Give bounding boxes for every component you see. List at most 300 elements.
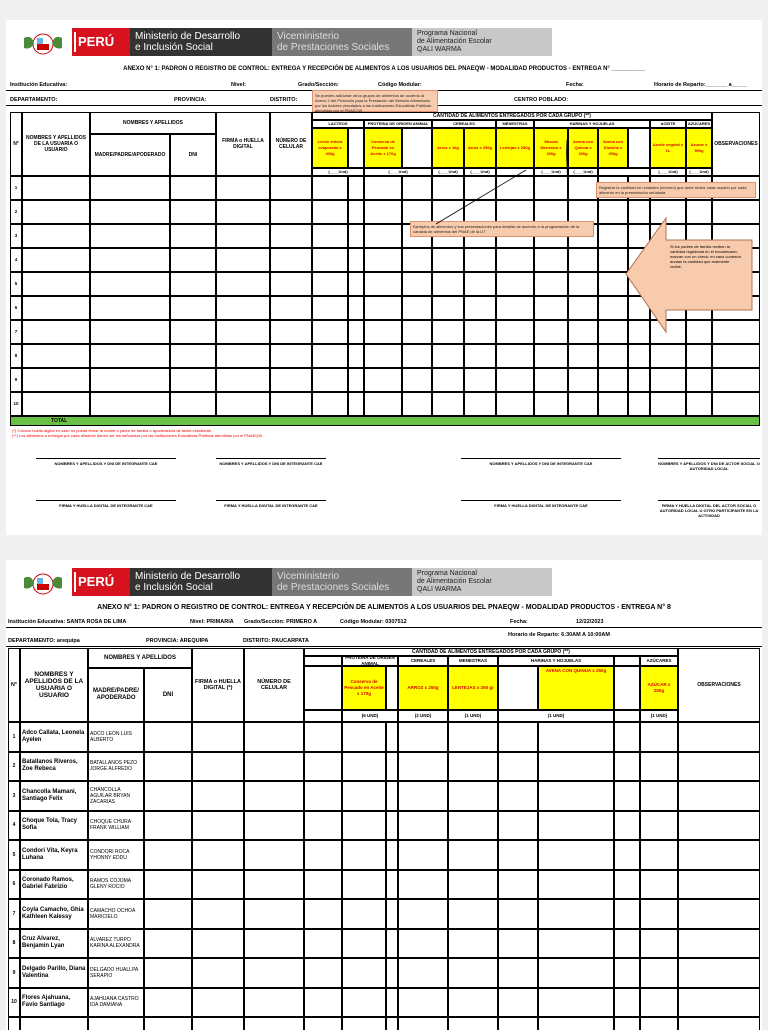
empty-cell — [498, 752, 538, 782]
empty-cell — [342, 722, 386, 752]
empty-cell — [398, 870, 448, 900]
empty-cell — [568, 248, 598, 272]
empty-cell — [348, 344, 364, 368]
units-proteina: (6 UND) — [342, 710, 398, 722]
empty-cell — [244, 929, 304, 959]
group-harinas-2: HARINAS Y HOJUELAS — [498, 656, 614, 666]
units-azucares: (1 UND) — [640, 710, 678, 722]
empty-cell — [640, 988, 678, 1018]
peru-coat-of-arms-icon — [20, 30, 66, 56]
empty-cell — [386, 811, 398, 841]
empty-cell — [364, 392, 402, 416]
row-number: 9 — [8, 958, 20, 988]
parent-name: CHANCOLLA AGUILAR BRYAN ZACARIAS — [88, 781, 144, 811]
empty-cell — [244, 840, 304, 870]
product-avena-kiwicha: Avena con Kiwicha x 250g — [598, 128, 628, 168]
empty-cell — [304, 958, 342, 988]
empty-cell — [144, 958, 192, 988]
empty-cell — [386, 899, 398, 929]
empty-cell — [448, 988, 498, 1018]
col-header-celular: NÚMERO DE CELULAR — [270, 112, 312, 176]
empty-cell — [686, 368, 712, 392]
field-provincia: PROVINCIA: — [174, 97, 207, 103]
empty-cell — [22, 224, 90, 248]
empty-cell — [496, 296, 534, 320]
empty-cell — [364, 272, 402, 296]
empty-cell — [640, 722, 678, 752]
empty-cell — [192, 929, 244, 959]
row-number: 9 — [10, 368, 22, 392]
empty-cell — [270, 392, 312, 416]
field-nivel-2: Nivel: PRIMARIA — [190, 619, 234, 625]
empty-cell — [712, 344, 760, 368]
empty-cell — [364, 296, 402, 320]
program-brand: Programa Nacional de Alimentación Escolar QALI WARMA — [412, 28, 552, 56]
note-arrow: Si los padres de familia reciben la cantidad registrada en el encabezado, marcan con un check; en caso contrario anotan la cantidad que realmente recibe. — [670, 244, 741, 269]
empty-cell — [342, 899, 386, 929]
empty-cell — [304, 840, 342, 870]
empty-cell — [216, 224, 270, 248]
col-header-dni: DNI — [170, 134, 216, 176]
empty-cell — [386, 958, 398, 988]
row-number: 8 — [8, 929, 20, 959]
empty-cell — [678, 811, 760, 841]
empty-cell — [538, 899, 614, 929]
empty-cell — [170, 392, 216, 416]
product-avena-quinua: Avena con Quinua x 250g — [568, 128, 598, 168]
product-azucar-2: AZÚCAR x 250g — [640, 666, 678, 710]
empty-cell — [312, 248, 348, 272]
empty-cell — [402, 248, 432, 272]
empty-cell — [678, 958, 760, 988]
row-number: 7 — [10, 320, 22, 344]
empty-cell — [464, 392, 496, 416]
empty-cell — [216, 368, 270, 392]
und-azucar: (____Und) — [686, 168, 712, 176]
empty-cell — [448, 781, 498, 811]
empty-cell — [170, 248, 216, 272]
empty-cell — [342, 958, 386, 988]
empty-cell — [614, 988, 640, 1018]
empty-cell — [244, 899, 304, 929]
empty-cell — [398, 722, 448, 752]
empty-cell — [640, 899, 678, 929]
header-logos-2 — [16, 568, 556, 598]
und-aceite: (____Und) — [650, 168, 686, 176]
field-nivel: Nivel: — [231, 82, 246, 88]
empty-cell — [568, 344, 598, 368]
empty-cell — [144, 870, 192, 900]
empty-cell — [244, 811, 304, 841]
empty-cell — [342, 811, 386, 841]
empty-cell — [398, 840, 448, 870]
total-row: TOTAL — [10, 416, 760, 426]
empty-cell — [448, 870, 498, 900]
empty-cell — [678, 988, 760, 1018]
empty-cell — [402, 320, 432, 344]
empty-cell — [568, 272, 598, 296]
empty-cell — [640, 811, 678, 841]
empty-cell — [686, 344, 712, 368]
empty-cell — [432, 272, 464, 296]
col-header-observaciones-2: OBSERVACIONES — [678, 648, 760, 722]
empty-cell — [386, 781, 398, 811]
empty-cell — [398, 929, 448, 959]
empty-cell — [598, 368, 628, 392]
group-menestras: MENESTRAS — [496, 120, 534, 128]
empty-cell — [640, 752, 678, 782]
empty-cell — [270, 320, 312, 344]
student-name: Adco Callata, Leonela Ayelen — [20, 722, 88, 752]
field-provincia-2: PROVINCIA: AREQUIPA — [146, 638, 209, 644]
empty-cell — [464, 272, 496, 296]
viceministry-brand: Viceministerio de Prestaciones Sociales — [272, 28, 412, 56]
field-fecha-2: 12/22/2023 — [576, 619, 604, 625]
empty-cell — [348, 248, 364, 272]
field-distrito: DISTRITO: — [270, 97, 298, 103]
empty-cell — [216, 296, 270, 320]
empty-cell — [628, 344, 650, 368]
parent-name: CONDORI ROCA YHONNY EDDU — [88, 840, 144, 870]
empty-cell — [364, 320, 402, 344]
empty-cell — [538, 988, 614, 1018]
empty-cell — [270, 344, 312, 368]
row-number: 5 — [8, 840, 20, 870]
empty-cell — [192, 752, 244, 782]
empty-cell — [192, 958, 244, 988]
empty-cell — [402, 368, 432, 392]
product-arroz-1kg: Arroz x 1kg — [432, 128, 464, 168]
parent-name: CHOQUE CHURA FRANK WILLIAM — [88, 811, 144, 841]
empty-cell — [22, 296, 90, 320]
parent-name: RAMOS COJOMA GLENY ROCIO — [88, 870, 144, 900]
empty-cell — [678, 781, 760, 811]
empty-cell — [448, 958, 498, 988]
row-number: 8 — [10, 344, 22, 368]
empty-cell — [448, 722, 498, 752]
product-conserva-2: Conserva de Pescado en Aceite x 170g — [342, 666, 386, 710]
empty-cell — [270, 176, 312, 200]
empty-cell — [90, 224, 170, 248]
empty-cell — [144, 840, 192, 870]
empty-cell — [398, 811, 448, 841]
field-institucion-2: Institución Educativa: SANTA ROSA DE LIMA — [8, 619, 127, 625]
col-header-nombres-group-2: NOMBRES Y APELLIDOS — [88, 648, 192, 668]
empty-cell — [22, 272, 90, 296]
ministry-brand: Ministerio de Desarrollo e Inclusión Social — [130, 568, 272, 596]
empty-cell — [144, 929, 192, 959]
empty-cell — [614, 870, 640, 900]
col-header-firma-2: FIRMA o HUELLA DIGITAL (*) — [192, 648, 244, 722]
empty-cell — [650, 344, 686, 368]
empty-cell — [448, 811, 498, 841]
empty-cell — [348, 296, 364, 320]
group-harinas: HARINAS Y HOJUELAS — [534, 120, 650, 128]
empty-cell — [192, 811, 244, 841]
empty-cell — [216, 392, 270, 416]
empty-cell — [270, 248, 312, 272]
units-harinas: (1 UND) — [498, 710, 614, 722]
parent-name: ADCO LEON LUIS ALBERTO — [88, 722, 144, 752]
peru-brand: PERÚ — [72, 568, 130, 596]
empty-cell — [270, 224, 312, 248]
program-brand: Programa Nacional de Alimentación Escolar QALI WARMA — [412, 568, 552, 596]
sig-label-3: NOMBRES Y APELLIDOS Y DNI DE INTEGRANTE CAE — [489, 461, 593, 466]
empty-cell — [498, 870, 538, 900]
product-arroz-250: Arroz x 250g — [464, 128, 496, 168]
big-arrow-icon — [624, 214, 758, 334]
empty-cell — [90, 368, 170, 392]
student-name: Batallanos Riveros, Zoe Rebeca — [20, 752, 88, 782]
product-conserva: Conserva de Pescado en Aceite x 170g — [364, 128, 402, 168]
field-horario-2: Horario de Reparto: 6:30AM A 10:00AM — [508, 632, 610, 638]
empty-cell — [22, 344, 90, 368]
fir-label-2: FIRMA Y HUELLA DIGITAL DE INTEGRANTE CAE — [224, 503, 318, 508]
und-arroz-250: (____Und) — [464, 168, 496, 176]
group-azucares: AZÚCARES — [687, 121, 711, 126]
sig-label-2: NOMBRES Y APELLIDOS Y DNI DE INTEGRANTE CAE — [219, 461, 323, 466]
fir-label-3: FIRMA Y HUELLA DIGITAL DE INTEGRANTE CAE — [494, 503, 588, 508]
empty-cell — [398, 781, 448, 811]
empty-cell — [364, 344, 402, 368]
empty-cell — [170, 200, 216, 224]
empty-cell — [342, 781, 386, 811]
row-number: 3 — [10, 224, 22, 248]
empty-cell — [216, 272, 270, 296]
empty-cell — [304, 811, 342, 841]
empty-cell — [90, 392, 170, 416]
field-horario: Horario de Reparto:_______ a_____ — [654, 82, 747, 88]
empty-cell — [448, 899, 498, 929]
empty-cell — [496, 344, 534, 368]
empty-cell — [568, 368, 598, 392]
field-centro-poblado: CENTRO POBLADO: — [514, 97, 569, 103]
sig-label-1: NOMBRES Y APELLIDOS Y DNI DE INTEGRANTE CAE — [54, 461, 158, 466]
empty-cell — [464, 248, 496, 272]
empty-cell — [244, 870, 304, 900]
empty-cell — [192, 899, 244, 929]
empty-cell — [640, 870, 678, 900]
field-codigo-2: Código Modular: 0307512 — [340, 619, 407, 625]
und-lacteos: (____Und) — [312, 168, 364, 176]
empty-cell — [496, 392, 534, 416]
empty-cell — [534, 176, 568, 200]
empty-cell — [192, 988, 244, 1018]
empty-cell — [348, 320, 364, 344]
empty-cell — [90, 272, 170, 296]
empty-cell — [432, 344, 464, 368]
empty-cell — [534, 272, 568, 296]
empty-cell — [348, 272, 364, 296]
empty-cell — [614, 722, 640, 752]
empty-cell — [144, 781, 192, 811]
row-number: 2 — [8, 752, 20, 782]
peru-brand: PERÚ — [72, 28, 130, 56]
empty-cell — [650, 368, 686, 392]
empty-cell — [216, 176, 270, 200]
empty-cell — [678, 929, 760, 959]
empty-cell — [614, 752, 640, 782]
empty-cell — [686, 392, 712, 416]
empty-cell — [144, 811, 192, 841]
empty-cell — [398, 988, 448, 1018]
empty-cell — [386, 840, 398, 870]
field-grado-2: Grado/Sección: PRIMERO A — [244, 619, 318, 625]
empty-cell — [192, 781, 244, 811]
empty-cell — [534, 296, 568, 320]
student-name: Chancolla Mamani, Santiago Felix — [20, 781, 88, 811]
empty-cell — [216, 200, 270, 224]
empty-cell — [432, 296, 464, 320]
empty-cell — [534, 368, 568, 392]
footnote-1: (*) Colocar huella digital en caso no pueda firmar la madre o padre de familia o apoderado/a de la/del estudiante. — [12, 428, 213, 433]
empty-cell — [364, 368, 402, 392]
empty-cell — [498, 811, 538, 841]
empty-cell — [22, 200, 90, 224]
peru-coat-of-arms-icon — [20, 570, 66, 596]
empty-cell — [386, 752, 398, 782]
empty-cell — [386, 722, 398, 752]
empty-cell — [598, 392, 628, 416]
empty-cell — [464, 296, 496, 320]
und-proteina: (____Und) — [364, 168, 432, 176]
group-cereales-2: CEREALES — [398, 656, 448, 666]
fir-label-1: FIRMA Y HUELLA DIGITAL DE INTEGRANTE CAE — [59, 503, 153, 508]
empty-cell — [538, 752, 614, 782]
und-arroz-1kg: (____Und) — [432, 168, 464, 176]
header-logos — [16, 28, 556, 58]
empty-cell — [192, 722, 244, 752]
product-arroz-2: ARROZ x 250g — [398, 666, 448, 710]
field-departamento: DEPARTAMENTO: — [10, 97, 58, 103]
empty-cell — [312, 320, 348, 344]
col-header-nombres-group: NOMBRES Y APELLIDOS — [90, 112, 216, 134]
empty-cell — [678, 840, 760, 870]
empty-cell — [678, 722, 760, 752]
empty-cell — [22, 368, 90, 392]
empty-cell — [304, 781, 342, 811]
empty-cell — [464, 368, 496, 392]
empty-cell — [498, 899, 538, 929]
page-title: ANEXO N° 1: PADRON O REGISTRO DE CONTROL: ENTREGA Y RECEPCIÓN DE ALIMENTOS A LOS USUARIOS DEL PNAEQW - MODALIDAD PRODUCTOS - ENTREGA N° __________ — [123, 66, 645, 72]
empty-cell — [614, 929, 640, 959]
empty-cell — [244, 781, 304, 811]
note-add-groups: Se pueden adicionar otros grupos de alimentos de acuerdo al Anexo 2 del Protocolo para la Prestación del Servicio Alimentario por los Actores vinculados a las Instituciones Educativas Públicas atendidas por el PNAEQW — [312, 90, 438, 112]
empty-cell — [144, 752, 192, 782]
parent-name: BATALLANOS PEZO JORGE ALFREDO — [88, 752, 144, 782]
empty-cell — [628, 368, 650, 392]
row-number: 5 — [10, 272, 22, 296]
group-proteina: PROTEINA DE ORIGEN ANIMAL — [364, 120, 432, 128]
empty-cell — [192, 870, 244, 900]
empty-cell — [312, 296, 348, 320]
und-mezcla: (____Und) — [534, 168, 568, 176]
empty-cell — [448, 840, 498, 870]
empty-cell — [432, 248, 464, 272]
field-grado: Grado/Sección: — [298, 82, 339, 88]
col-header-observaciones: OBSERVACIONES — [712, 112, 760, 176]
units-menestras: (1 UND) — [448, 710, 498, 722]
empty-cell — [170, 296, 216, 320]
empty-cell — [342, 870, 386, 900]
student-name: Coronado Ramos, Gabriel Fabrizio — [20, 870, 88, 900]
product-mezcla: Mezcla Menestra x 250g — [534, 128, 568, 168]
group-menestras-2: MENESTRAS — [448, 656, 498, 666]
student-name: Condori Vita, Keyra Luhana — [20, 840, 88, 870]
empty-cell — [534, 320, 568, 344]
empty-cell — [270, 296, 312, 320]
empty-cell — [432, 392, 464, 416]
empty-cell — [538, 929, 614, 959]
empty-cell — [448, 752, 498, 782]
empty-cell — [614, 781, 640, 811]
note-register-quantity: Registrar la cantidad en unidades (número) que debe recibir cada usuario por cada alimento en la presentación señalada — [596, 182, 756, 198]
empty-cell — [398, 752, 448, 782]
empty-cell — [614, 811, 640, 841]
empty-cell — [312, 368, 348, 392]
empty-cell — [312, 272, 348, 296]
row-number: 10 — [8, 988, 20, 1018]
note-examples: Ejemplos de alimentos y sus presentaciones para detallar de acuerdo a la programación de la canasta de alimentos del PNAE de la UT — [410, 221, 594, 237]
empty-cell — [614, 840, 640, 870]
empty-cell — [244, 752, 304, 782]
empty-cell — [270, 272, 312, 296]
empty-cell — [216, 248, 270, 272]
empty-cell — [244, 988, 304, 1018]
product-aceite: Aceite vegetal x 1L — [650, 128, 686, 168]
empty-cell — [304, 752, 342, 782]
viceministry-brand: Viceministerio de Prestaciones Sociales — [272, 568, 412, 596]
empty-cell — [304, 899, 342, 929]
empty-cell — [244, 958, 304, 988]
empty-cell — [538, 781, 614, 811]
student-name: Cruz Alvarez, Benjamin Lyan — [20, 929, 88, 959]
student-name: Delgado Parillo, Diana Valentina — [20, 958, 88, 988]
empty-cell — [348, 368, 364, 392]
row-number: 7 — [8, 899, 20, 929]
empty-cell — [144, 899, 192, 929]
empty-cell — [22, 176, 90, 200]
empty-cell — [90, 248, 170, 272]
empty-cell — [498, 988, 538, 1018]
template-sheet — [6, 20, 762, 535]
empty-cell — [270, 200, 312, 224]
empty-cell — [712, 368, 760, 392]
sig-label-4: NOMBRES Y APELLIDOS Y DNI DE ACTOR SOCIAL O AUTORIDAD LOCAL — [658, 461, 760, 471]
row-number: 6 — [8, 870, 20, 900]
ministry-brand: Ministerio de Desarrollo e Inclusión Social — [130, 28, 272, 56]
empty-cell — [538, 958, 614, 988]
units-cereales: (2 UND) — [398, 710, 448, 722]
empty-cell — [498, 781, 538, 811]
empty-cell — [312, 392, 348, 416]
empty-cell — [496, 368, 534, 392]
student-name: Coyla Camacho, Ghia Kathleen Kalessy — [20, 899, 88, 929]
empty-cell — [170, 272, 216, 296]
empty-cell — [244, 722, 304, 752]
empty-cell — [628, 392, 650, 416]
group-cereales: CEREALES — [432, 120, 496, 128]
col-header-padre-2: MADRE/PADRE/ APODERADO — [88, 668, 144, 722]
empty-cell — [498, 840, 538, 870]
group-lacteos: LACTEOS — [312, 120, 364, 128]
col-header-celular-2: NÚMERO DE CELULAR — [244, 648, 304, 722]
empty-cell — [304, 929, 342, 959]
col-header-dni-2: DNI — [144, 668, 192, 722]
empty-cell — [170, 224, 216, 248]
parent-name: DELGADO HUALLPA SERAPIO — [88, 958, 144, 988]
empty-cell — [538, 811, 614, 841]
